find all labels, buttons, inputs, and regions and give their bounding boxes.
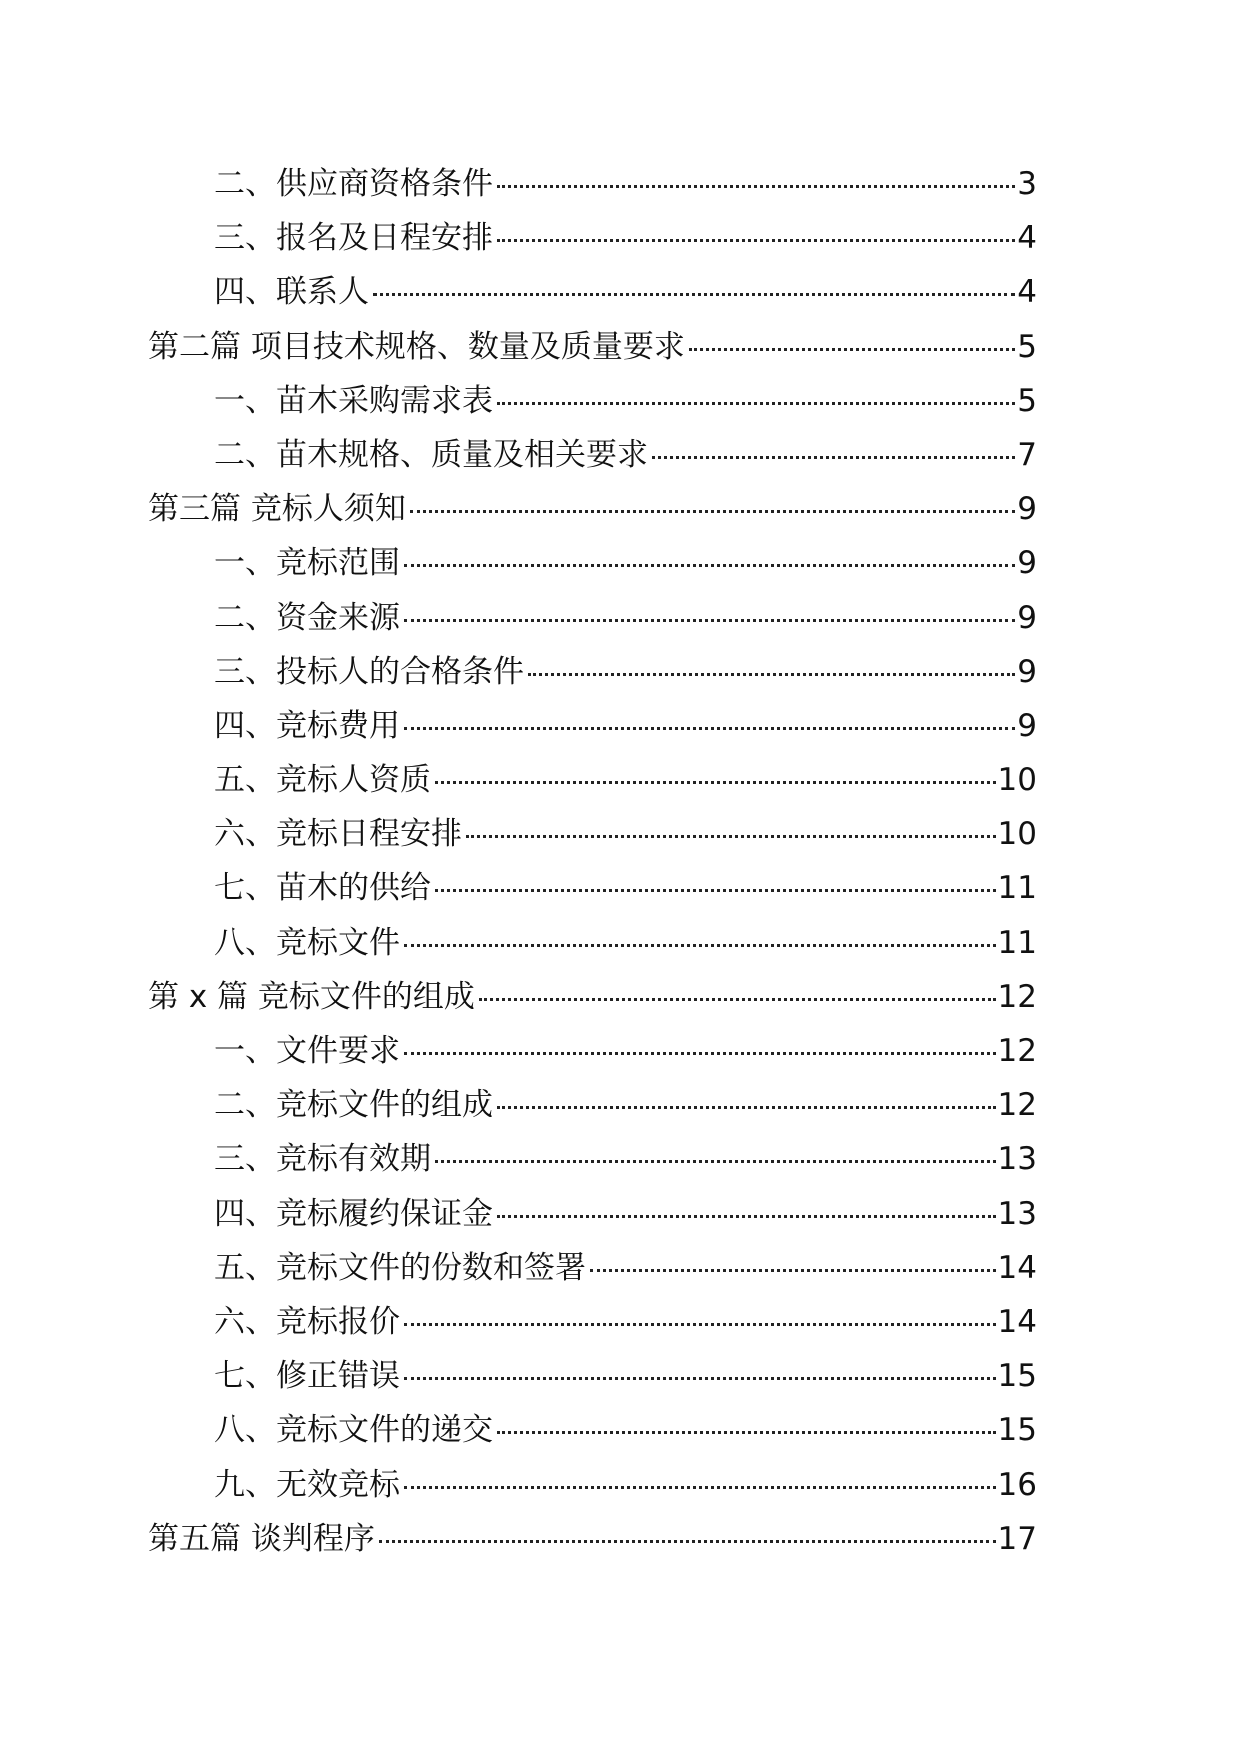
toc-dot-leader — [497, 1431, 996, 1434]
toc-entry-title: 四、联系人 — [214, 274, 369, 311]
toc-entry-title: 五、竞标文件的份数和签署 — [214, 1249, 586, 1286]
toc-page-number: 15 — [997, 1358, 1037, 1395]
toc-page-number: 9 — [1017, 491, 1037, 528]
toc-page-number: 13 — [997, 1195, 1037, 1232]
toc-entry-title: 二、资金来源 — [214, 599, 400, 636]
toc-entry-title: 二、竞标文件的组成 — [214, 1087, 493, 1124]
toc-entry-title: 四、竞标费用 — [214, 707, 400, 744]
toc-dot-leader — [435, 781, 996, 784]
toc-dot-leader — [404, 1052, 996, 1055]
toc-entry-title: 三、报名及日程安排 — [214, 220, 493, 257]
toc-page-number: 14 — [997, 1303, 1037, 1340]
toc-page-number: 11 — [997, 870, 1037, 907]
toc-page-number: 12 — [997, 1033, 1037, 1069]
toc-entry-title: 五、竞标人资质 — [214, 762, 431, 799]
toc-page-number: 7 — [1017, 436, 1037, 473]
toc-chapter-entry — [148, 320, 1037, 374]
toc-dot-leader — [410, 510, 1015, 513]
toc-entry-title: 一、竞标范围 — [214, 545, 400, 582]
toc-page-number: 5 — [1017, 328, 1037, 365]
toc-entry-title: 第二篇 项目技术规格、数量及质量要求 — [148, 328, 685, 365]
toc-dot-leader — [497, 239, 1015, 242]
toc-page-number: 5 — [1017, 382, 1037, 419]
toc-section-entry — [148, 591, 1037, 645]
toc-dot-leader — [689, 348, 1015, 351]
toc-dot-leader — [379, 1540, 996, 1543]
toc-entry-title: 六、竞标报价 — [214, 1303, 400, 1340]
toc-dot-leader — [497, 1215, 996, 1218]
toc-section-entry — [148, 374, 1037, 428]
toc-section-entry — [148, 536, 1037, 590]
toc-entry-title: 八、竞标文件 — [214, 924, 400, 961]
toc-section-entry — [148, 265, 1037, 319]
toc-dot-leader — [435, 889, 996, 892]
toc-section-entry — [148, 1024, 1037, 1078]
toc-dot-leader — [497, 402, 1015, 405]
toc-entry-title: 三、投标人的合格条件 — [214, 653, 524, 690]
toc-dot-leader — [497, 1106, 996, 1109]
toc-dot-leader — [479, 998, 996, 1001]
toc-dot-leader — [404, 1323, 996, 1326]
toc-chapter-entry — [148, 1512, 1037, 1566]
toc-entry-title: 九、无效竞标 — [214, 1466, 400, 1503]
toc-dot-leader — [528, 673, 1015, 676]
toc-section-entry — [148, 699, 1037, 753]
toc-entry-title: 一、苗木采购需求表 — [214, 382, 493, 419]
toc-dot-leader — [404, 564, 1015, 567]
toc-section-entry — [148, 1349, 1037, 1403]
toc-section-entry — [148, 807, 1037, 861]
toc-page-number: 4 — [1017, 220, 1037, 257]
toc-dot-leader — [404, 619, 1015, 622]
toc-dot-leader — [404, 944, 996, 947]
toc-dot-leader — [466, 835, 996, 838]
toc-section-entry — [148, 916, 1037, 970]
toc-entry-title: 八、竞标文件的递交 — [214, 1412, 493, 1449]
toc-entry-title: 三、竞标有效期 — [214, 1141, 431, 1178]
toc-section-entry — [148, 428, 1037, 482]
toc-entry-title: 七、苗木的供给 — [214, 870, 431, 907]
toc-section-entry — [148, 1241, 1037, 1295]
toc-dot-leader — [404, 1377, 996, 1380]
toc-page-number: 3 — [1017, 166, 1037, 202]
toc-page-number: 9 — [1017, 653, 1037, 690]
toc-entry-title: 二、苗木规格、质量及相关要求 — [214, 436, 648, 473]
toc-chapter-entry — [148, 970, 1037, 1024]
toc-page-number: 14 — [997, 1249, 1037, 1286]
toc-chapter-entry — [148, 482, 1037, 536]
toc-page-number: 12 — [997, 1087, 1037, 1124]
toc-section-entry — [148, 1403, 1037, 1457]
toc-section-entry — [148, 645, 1037, 699]
toc-page-number: 9 — [1017, 599, 1037, 636]
toc-section-entry — [148, 211, 1037, 265]
toc-page-number: 9 — [1017, 545, 1037, 582]
toc-section-entry — [148, 157, 1037, 211]
toc-dot-leader — [404, 727, 1015, 730]
toc-dot-leader — [435, 1160, 996, 1163]
toc-dot-leader — [652, 456, 1015, 459]
toc-dot-leader — [404, 1486, 996, 1489]
table-of-contents — [148, 157, 1037, 1566]
toc-page-number: 15 — [997, 1412, 1037, 1449]
toc-section-entry — [148, 1132, 1037, 1186]
toc-section-entry — [148, 1187, 1037, 1241]
toc-page-number: 9 — [1017, 707, 1037, 744]
toc-page-number: 16 — [997, 1466, 1037, 1503]
toc-section-entry — [148, 1078, 1037, 1132]
toc-entry-title: 七、修正错误 — [214, 1358, 400, 1395]
toc-entry-title: 第五篇 谈判程序 — [148, 1520, 375, 1557]
toc-page-number: 13 — [997, 1141, 1037, 1178]
toc-entry-title: 六、竞标日程安排 — [214, 816, 462, 853]
toc-page-number: 11 — [997, 924, 1037, 961]
toc-dot-leader — [590, 1269, 996, 1272]
toc-entry-title: 第 x 篇 竞标文件的组成 — [148, 978, 475, 1015]
toc-dot-leader — [497, 185, 1015, 188]
toc-page-number: 10 — [997, 762, 1037, 799]
toc-section-entry — [148, 1295, 1037, 1349]
toc-entry-title: 第三篇 竞标人须知 — [148, 491, 406, 528]
toc-entry-title: 一、文件要求 — [214, 1033, 400, 1069]
toc-page-number: 12 — [997, 978, 1037, 1015]
toc-dot-leader — [373, 293, 1015, 296]
toc-section-entry — [148, 753, 1037, 807]
toc-page-number: 10 — [997, 816, 1037, 853]
toc-page-number: 4 — [1017, 274, 1037, 311]
toc-section-entry — [148, 861, 1037, 915]
toc-section-entry — [148, 1458, 1037, 1512]
toc-entry-title: 二、供应商资格条件 — [214, 166, 493, 202]
toc-page-number: 17 — [997, 1520, 1037, 1557]
toc-entry-title: 四、竞标履约保证金 — [214, 1195, 493, 1232]
